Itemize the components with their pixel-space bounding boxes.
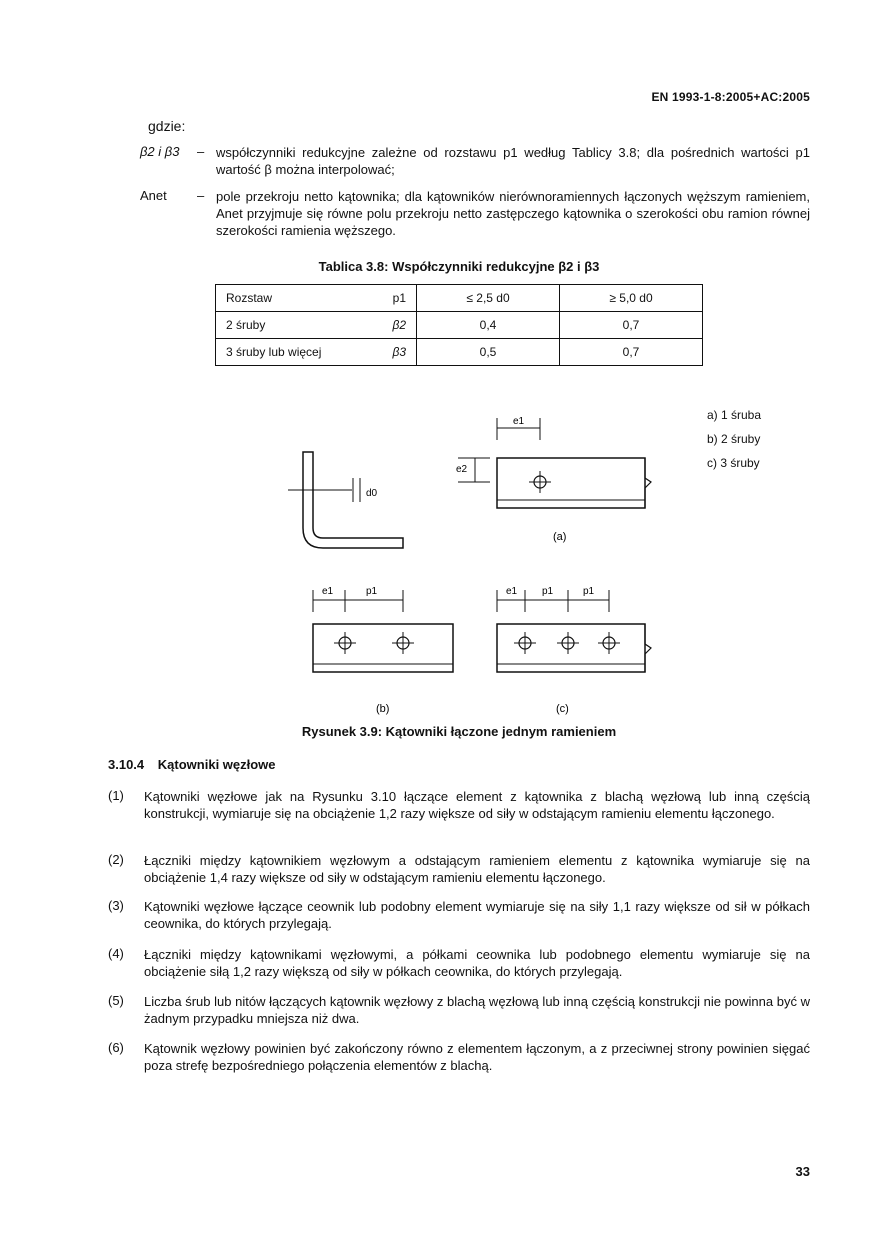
definition-symbol: Anet	[140, 188, 167, 203]
paragraph-number: (4)	[108, 946, 124, 961]
e1-label: e1	[506, 586, 518, 597]
label-c: (c)	[556, 703, 569, 715]
paragraph-number: (5)	[108, 993, 124, 1008]
paragraph-text: Łączniki między kątownikami węzłowymi, a półkami ceownika lub podobnego elementu wymiaruje się na obciążenie siłą 1,2 razy większą od siły w półkach ceownika, do których przylegają.	[144, 947, 810, 979]
paragraph-number: (1)	[108, 788, 124, 803]
label-a: (a)	[553, 531, 567, 543]
paragraph-number: (3)	[108, 898, 124, 913]
row-symbol: p1	[392, 291, 406, 305]
bolt-hole	[392, 632, 414, 654]
legend-item: b) 2 śruby	[707, 432, 761, 446]
p1-label: p1	[542, 586, 554, 597]
paragraph-number: (6)	[108, 1040, 124, 1055]
row-label: Rozstaw	[226, 291, 273, 305]
row-label: 3 śruby lub więcej	[226, 345, 322, 359]
bolt-hole	[514, 632, 536, 654]
angle-section-drawing	[288, 452, 403, 548]
table-cell: 0,7	[560, 339, 703, 366]
bolt-hole	[557, 632, 579, 654]
paragraph-text: Kątowniki węzłowe jak na Rysunku 3.10 łączące element z kątownika z blachą węzłową lub inną częścią konstrukcji, wymiaruje się na obciążenie 1,2 razy większe od siły w odstającym ramieniu elementu łączonego.	[144, 789, 810, 821]
section-heading	[108, 757, 276, 772]
paragraph-text: Kątowniki węzłowe łączące ceownik lub podobny element wymiaruje się na siły 1,1 razy większe od sił w półkach ceownika, do których przylegają.	[144, 899, 810, 931]
row-symbol: β2	[392, 318, 406, 332]
where-label: gdzie:	[148, 118, 186, 134]
standard-header: EN 1993-1-8:2005+AC:2005	[651, 90, 810, 104]
table-caption: Tablica 3.8: Współczynniki redukcyjne β2 i β3	[318, 259, 600, 274]
definition-text: współczynniki redukcyjne zależne od rozstawu p1 według Tablicy 3.8; dla pośrednich wartości p1 wartość β można interpolować;	[216, 145, 810, 177]
single-bolt-drawing	[458, 418, 651, 508]
paragraph-text: Łączniki między kątownikiem węzłowym a odstającym ramieniem elementu z kątownika wymiaruje się na obciążenie 1,4 razy większe od siły w odstającym ramieniu elementu łączonego.	[144, 853, 810, 885]
definition-symbol: β2 i β3	[140, 144, 180, 159]
paragraph-text: Kątownik węzłowy powinien być zakończony równo z elementem łączonym, a z przeciwnej strony powinien sięgać poza strefę bezpośredniego połączenia elementów z blachą.	[144, 1041, 810, 1073]
label-b: (b)	[376, 703, 390, 715]
table-cell: ≤ 2,5 d0	[417, 285, 560, 312]
three-bolt-drawing	[497, 590, 651, 672]
section-title: Kątowniki węzłowe	[157, 757, 276, 772]
table-cell: 0,7	[560, 312, 703, 339]
table-cell: 0,4	[417, 312, 560, 339]
definition-dash: –	[197, 188, 205, 203]
paragraph-number: (2)	[108, 852, 124, 867]
p1-label: p1	[366, 586, 378, 597]
definition-text: pole przekroju netto kątownika; dla kątowników nierównoramiennych łączonych węższym ramieniem, Anet przyjmuje się równe polu przekroju netto zastępczego kątownika o szerokości obu ramion równej szerokości ramienia węższego.	[216, 189, 810, 238]
e2-label: e2	[456, 464, 468, 475]
table-cell: 0,5	[417, 339, 560, 366]
definition-dash: –	[197, 144, 205, 159]
paragraph-text: Liczba śrub lub nitów łączących kątownik węzłowy z blachą węzłową lub inną częścią konstrukcji nie powinna być w żadnym przypadku mniejsza niż dwa.	[144, 994, 810, 1026]
figure-caption: Rysunek 3.9: Kątowniki łączone jednym ramieniem	[301, 724, 617, 739]
section-number: 3.10.4	[108, 757, 145, 772]
bolt-hole	[598, 632, 620, 654]
legend-item: c) 3 śruby	[707, 456, 760, 470]
page-number: 33	[795, 1164, 810, 1179]
e1-label: e1	[322, 586, 334, 597]
legend-item: a) 1 śruba	[707, 408, 762, 422]
e1-label: e1	[513, 416, 525, 427]
p1-label: p1	[583, 586, 595, 597]
two-bolt-drawing	[313, 590, 453, 672]
bolt-hole	[334, 632, 356, 654]
row-symbol: β3	[392, 345, 406, 359]
d0-label: d0	[366, 488, 378, 499]
table-cell: ≥ 5,0 d0	[560, 285, 703, 312]
row-label: 2 śruby	[226, 318, 266, 332]
bolt-hole	[529, 471, 551, 493]
